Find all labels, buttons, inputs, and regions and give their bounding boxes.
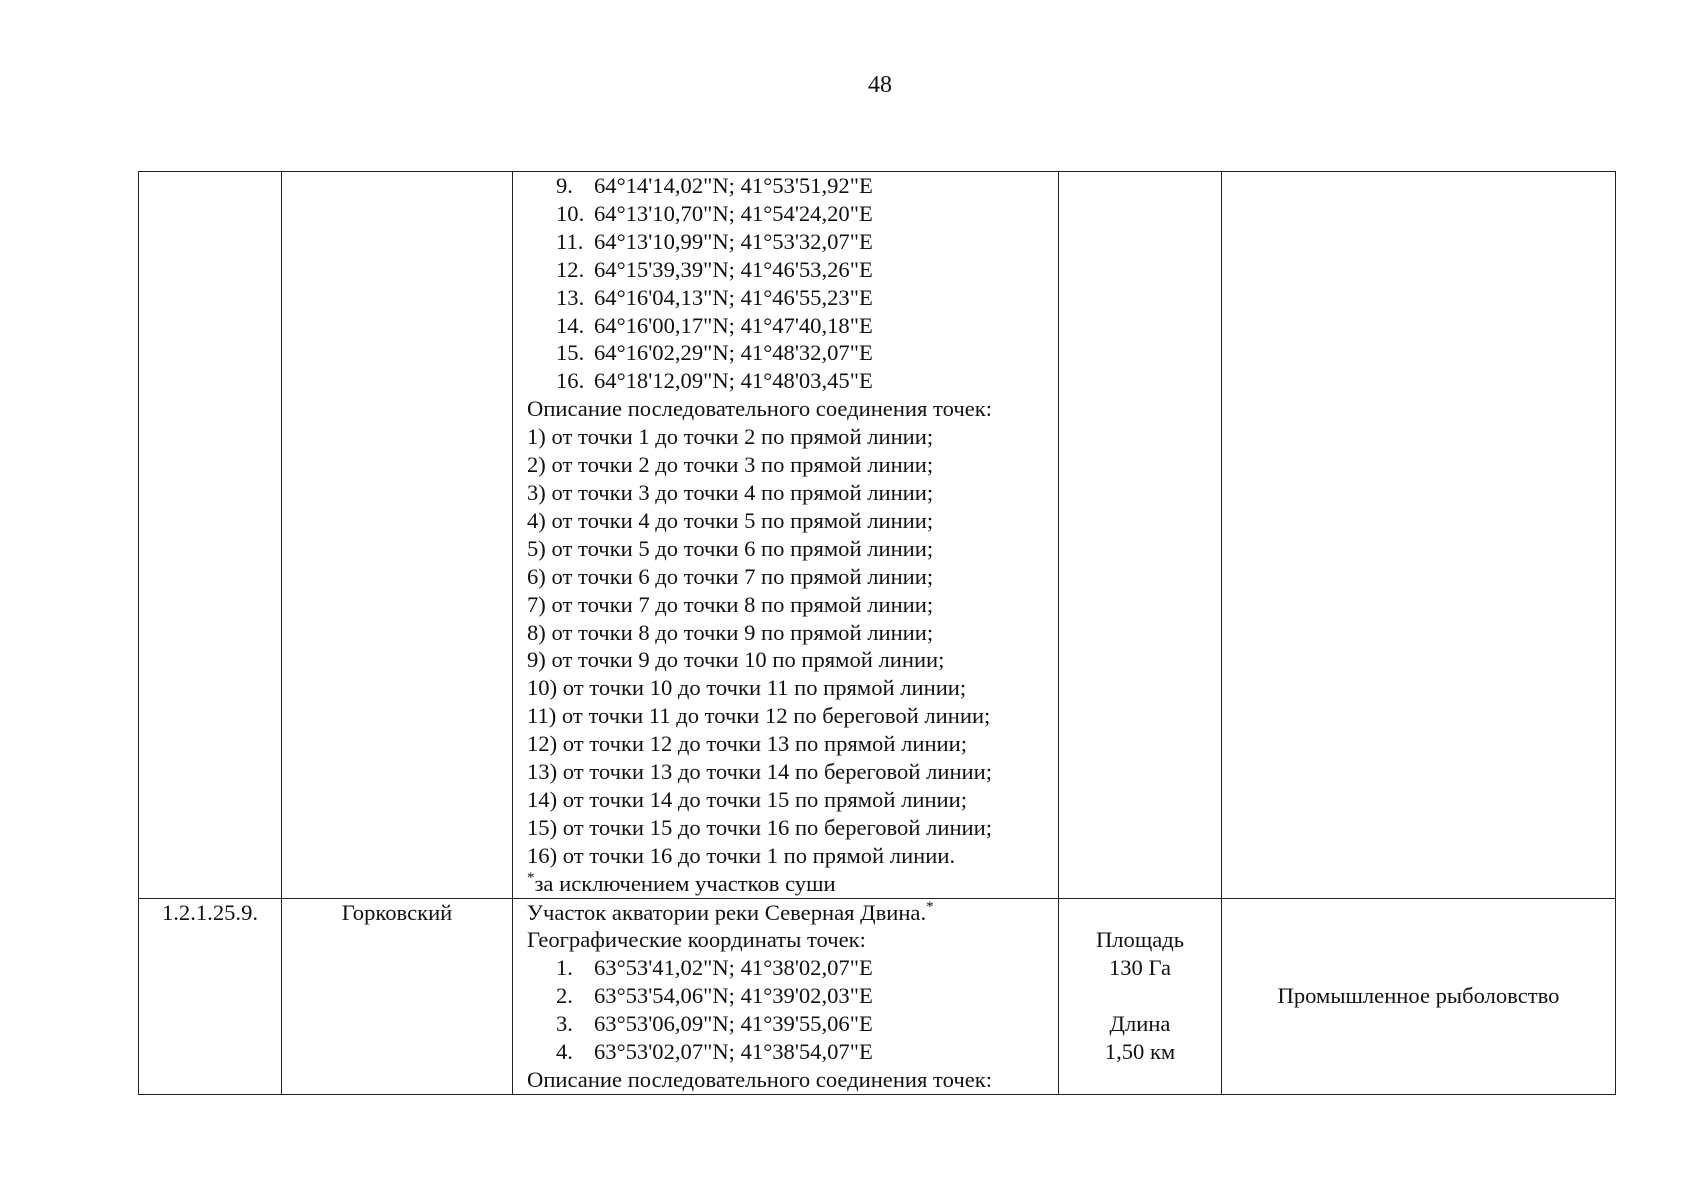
coordinate-list xyxy=(527,954,1054,1066)
footnote xyxy=(527,870,1054,898)
coordinate-list xyxy=(527,172,1054,395)
connection-list xyxy=(527,423,1054,870)
page-number: 48 xyxy=(868,72,892,98)
cell-number-empty xyxy=(139,172,282,899)
coordinate-item: 3. 63°53'06,09"N; 41°39'55,06"E xyxy=(556,1011,873,1037)
coordinate-item: 11. 64°13'10,99"N; 41°53'32,07"E xyxy=(556,228,873,254)
cell-description xyxy=(513,898,1059,1094)
connection-item: 5) от точки 5 до точки 6 по прямой линии; xyxy=(527,535,934,561)
coordinate-item: 1. 63°53'41,02"N; 41°38'02,07"E xyxy=(556,955,873,981)
area-label: Площадь xyxy=(1095,927,1185,953)
cell-name-empty xyxy=(282,172,513,899)
coordinate-item: 2. 63°53'54,06"N; 41°39'02,03"E xyxy=(556,983,873,1009)
footnote-mark: * xyxy=(926,898,934,915)
coordinate-item: 12. 64°15'39,39"N; 41°46'53,26"E xyxy=(556,256,873,282)
coordinate-item: 4. 63°53'02,07"N; 41°38'54,07"E xyxy=(556,1039,873,1065)
length-label: Длина xyxy=(1109,1011,1171,1037)
coordinate-item: 16. 64°18'12,09"N; 41°48'03,45"E xyxy=(556,368,873,394)
coordinate-item: 9. 64°14'14,02"N; 41°53'51,92"E xyxy=(556,173,873,198)
connection-item: 8) от точки 8 до точки 9 по прямой линии; xyxy=(527,619,934,645)
cell-number: 1.2.1.25.9. xyxy=(139,898,282,1094)
fishing-areas-table xyxy=(138,171,1616,1095)
table-row-continued xyxy=(139,172,1616,899)
footnote-mark: * xyxy=(527,869,535,886)
connection-item: 13) от точки 13 до точки 14 по береговой линии; xyxy=(527,759,993,785)
connection-item: 7) от точки 7 до точки 8 по прямой линии; xyxy=(527,591,934,617)
connection-item: 12) от точки 12 до точки 13 по прямой линии; xyxy=(527,731,968,757)
connection-title: Описание последовательного соединения точек: xyxy=(527,1067,992,1092)
connection-item: 10) от точки 10 до точки 11 по прямой линии; xyxy=(527,675,967,701)
connection-item: 2) от точки 2 до точки 3 по прямой линии; xyxy=(527,452,934,478)
coordinate-item: 13. 64°16'04,13"N; 41°46'55,23"E xyxy=(556,284,873,310)
connection-item: 3) от точки 3 до точки 4 по прямой линии; xyxy=(527,479,934,505)
footnote-text: за исключением участков суши xyxy=(534,870,836,896)
cell-description xyxy=(513,172,1059,899)
connection-item: 4) от точки 4 до точки 5 по прямой линии; xyxy=(527,507,934,533)
cell-usage: Промышленное рыболовство xyxy=(1222,898,1616,1094)
connection-item: 14) от точки 14 до точки 15 по прямой линии; xyxy=(527,786,968,812)
coordinate-item: 15. 64°16'02,29"N; 41°48'32,07"E xyxy=(556,340,873,366)
cell-size-empty xyxy=(1059,172,1222,899)
connection-item: 15) от точки 15 до точки 16 по береговой линии; xyxy=(527,814,993,840)
connection-item: 16) от точки 16 до точки 1 по прямой линии. xyxy=(527,842,956,868)
connection-item: 11) от точки 11 до точки 12 по береговой линии; xyxy=(527,703,991,729)
area-title: Участок акватории реки Северная Двина.* xyxy=(527,898,934,925)
coordinate-item: 10. 64°13'10,70"N; 41°54'24,20"E xyxy=(556,200,873,226)
cell-size xyxy=(1059,898,1222,1094)
connection-item: 6) от точки 6 до точки 7 по прямой линии; xyxy=(527,563,934,589)
cell-usage-empty xyxy=(1222,172,1616,899)
length-value: 1,50 км xyxy=(1104,1039,1176,1065)
connection-item: 1) от точки 1 до точки 2 по прямой линии; xyxy=(527,424,934,450)
cell-name: Горковский xyxy=(282,898,513,1094)
connection-item: 9) от точки 9 до точки 10 по прямой линии; xyxy=(527,647,945,673)
coords-title: Географические координаты точек: xyxy=(527,927,866,953)
area-value: 130 Га xyxy=(1108,955,1172,981)
coordinate-item: 14. 64°16'00,17"N; 41°47'40,18"E xyxy=(556,312,873,338)
table-row-gorkovsky xyxy=(139,898,1616,1094)
connection-title: Описание последовательного соединения точек: xyxy=(527,396,992,422)
